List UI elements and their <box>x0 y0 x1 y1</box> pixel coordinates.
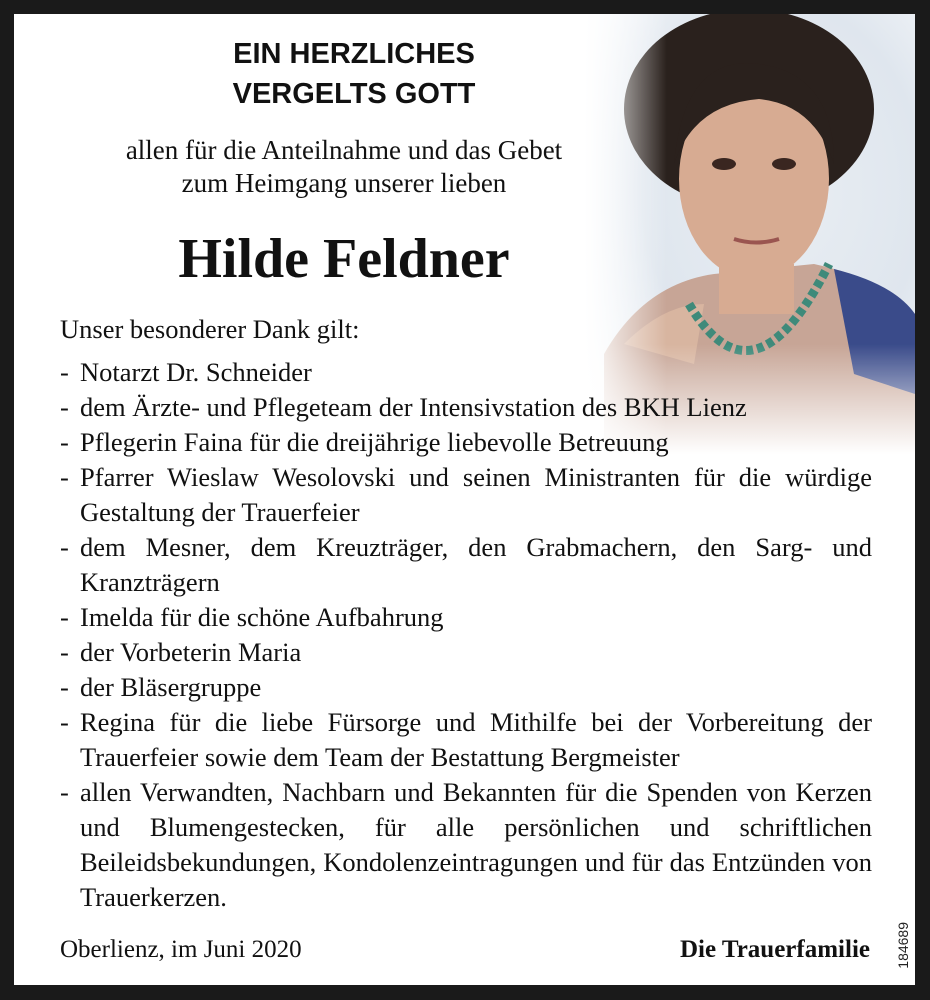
item-text: Regina für die liebe Fürsorge und Mithilfe bei der Vorbereitung der Trauerfeier sowie dem Team der Bestattung Bergmeister <box>80 707 872 772</box>
dash: - <box>60 672 69 702</box>
item-text: Notarzt Dr. Schneider <box>80 357 312 387</box>
dash: - <box>60 707 69 737</box>
heading-line-1: EIN HERZLICHES <box>233 38 475 70</box>
item-text: der Vorbeterin Maria <box>80 637 302 667</box>
dash: - <box>60 602 69 632</box>
item-text: dem Ärzte- und Pflegeteam der Intensivstation des BKH Lienz <box>80 392 747 422</box>
heading-line-2: VERGELTS GOTT <box>232 78 476 110</box>
signature: Die Trauerfamilie <box>680 936 870 963</box>
dash: - <box>60 427 69 457</box>
list-item <box>60 425 872 460</box>
dash: - <box>60 392 69 422</box>
item-text: allen Verwandten, Nachbarn und Bekannten für die Spenden von Kerzen und Blumengestecken, für alle persönlichen und schriftlichen Beileidsbekundungen, Kondolenzeintragungen und für das Entzünden von Trauerkerzen. <box>80 777 872 912</box>
dash: - <box>60 777 69 807</box>
list-item <box>60 390 872 425</box>
list-item <box>60 460 872 530</box>
deceased-name: Hilde Feldner <box>178 228 510 290</box>
subtitle-line-2: zum Heimgang unserer lieben <box>181 168 507 198</box>
item-text: dem Mesner, dem Kreuzträger, den Grabmachern, den Sarg- und Kranzträgern <box>80 532 872 597</box>
list-item <box>60 355 872 390</box>
dash: - <box>60 462 69 492</box>
obituary-notice <box>14 14 915 985</box>
place-date: Oberlienz, im Juni 2020 <box>60 936 302 963</box>
list-item <box>60 635 872 670</box>
item-text: der Bläsergruppe <box>80 672 262 702</box>
ad-code: 184689 <box>895 922 911 969</box>
thanks-intro: Unser besonderer Dank gilt: <box>60 314 360 344</box>
item-text: Imelda für die schöne Aufbahrung <box>80 602 444 632</box>
list-item <box>60 600 872 635</box>
dash: - <box>60 357 69 387</box>
subtitle-line-1: allen für die Anteilnahme und das Gebet <box>125 135 563 165</box>
dash: - <box>60 532 69 562</box>
list-item <box>60 670 872 705</box>
list-item <box>60 775 872 915</box>
thanks-list <box>60 312 872 915</box>
item-text: Pflegerin Faina für die dreijährige liebevolle Betreuung <box>80 427 669 457</box>
item-text: Pfarrer Wieslaw Wesolovski und seinen Ministranten für die würdige Gestaltung der Trauerfeier <box>80 462 872 527</box>
dash: - <box>60 637 69 667</box>
list-item <box>60 705 872 775</box>
list-item <box>60 530 872 600</box>
